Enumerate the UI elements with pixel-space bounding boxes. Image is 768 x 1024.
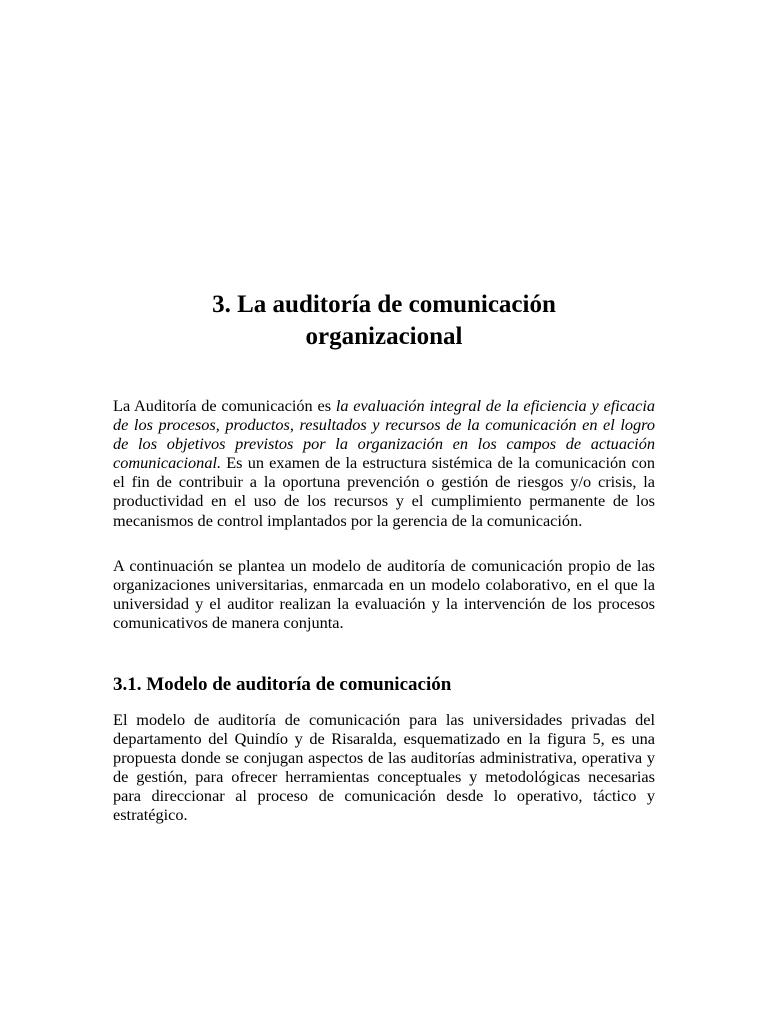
intro-paragraph-1-lead: La Auditoría de comunicación es (113, 396, 336, 415)
intro-paragraph-1-definition: la evaluación integral de la eficiencia y eficacia de los procesos, productos, resultados y recursos de la comunicación en el logro de los objetivos previstos por la organización en los campos de actuación comunicacional. (113, 396, 655, 473)
chapter-title-line-1: 3. La auditoría de comunicación (212, 291, 556, 318)
section-heading-3-1: 3.1. Modelo de auditoría de comunicación (113, 674, 452, 695)
section-3-1-paragraph-1: El modelo de auditoría de comunicación para las universidades privadas del departamento del Quindío y de Risaralda, esquematizado en la figura 5, es una propuesta donde se conjugan aspectos de las auditorías administrativa, operativa y de gestión, para ofrecer herramientas conceptuales y metodológicas necesarias para direccionar al proceso de comunicación desde lo operativo, táctico y estratégico. (113, 710, 655, 825)
chapter-title-line-2: organizacional (305, 323, 463, 350)
chapter-title (113, 289, 655, 353)
intro-paragraph-1-rest: Es un examen de la estructura sistémica de la comunicación con el fin de contribuir a la oportuna prevención o gestión de riesgos y/o crisis, la productividad en el uso de los recursos y el cumplimiento permanente de los mecanismos de control implantados por la gerencia de la comunicación. (113, 453, 655, 530)
intro-paragraph-2: A continuación se plantea un modelo de auditoría de comunicación propio de las organizaciones universitarias, enmarcada en un modelo colaborativo, en el que la universidad y el auditor realizan la evaluación y la intervención de los procesos comunicativos de manera conjunta. (113, 556, 655, 633)
intro-paragraph-1 (113, 396, 655, 530)
